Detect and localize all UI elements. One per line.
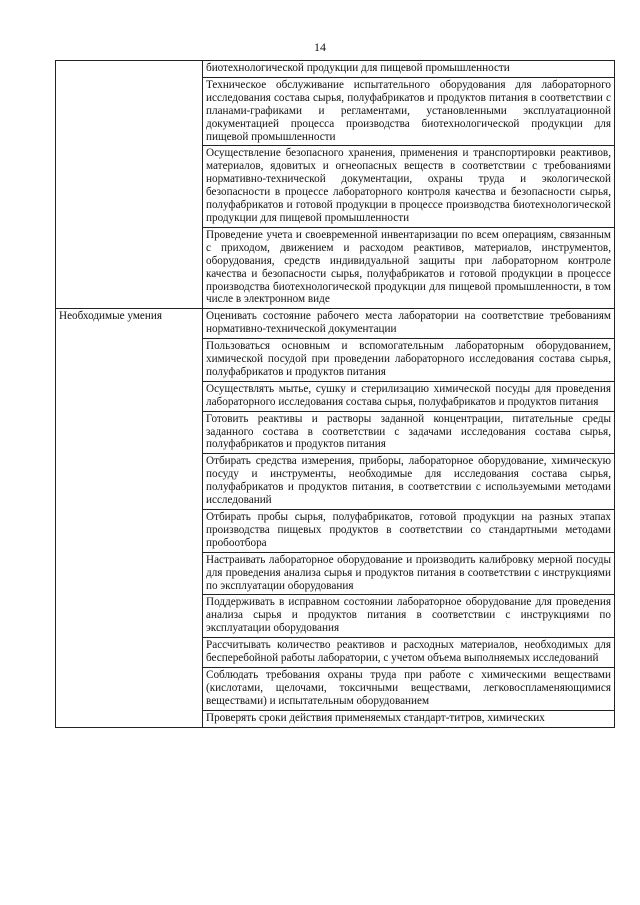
- table-cell: Оценивать состояние рабочего места лаборатории на соответствие требованиям нормативно-технической документации: [203, 309, 615, 339]
- table-cell: Соблюдать требования охраны труда при работе с химическими веществами (кислотами, щелочами, токсичными веществами, легковоспламеняющимися веществами) и испытательным оборудованием: [203, 667, 615, 710]
- table-cell: Техническое обслуживание испытательного оборудования для лабораторного исследования состава сырья, полуфабрикатов и продуктов питания в соответствии с планами-графиками и регламентами, установленными эксплуатационной документацией процесса производства биотехнологической продукции для пищевой промышленности: [203, 77, 615, 146]
- group-label-cell: [56, 61, 203, 309]
- group-label-cell: Необходимые умения: [56, 309, 203, 727]
- table-cell: Отбирать средства измерения, приборы, лабораторное оборудование, химическую посуду и инструменты, необходимые для исследования состава сырья, полуфабрикатов и продуктов питания, в соответствии с используемыми методами исследований: [203, 454, 615, 510]
- table-cell: Проверять сроки действия применяемых стандарт-титров, химических: [203, 710, 615, 727]
- table-row: [56, 61, 615, 78]
- table-cell: Поддерживать в исправном состоянии лабораторное оборудование для проведения анализа сырья и продуктов питания в соответствии с инструкциями по эксплуатации оборудования: [203, 595, 615, 638]
- table-row: [56, 309, 615, 339]
- table-cell: Пользоваться основным и вспомогательным лабораторным оборудованием, химической посудой при проведении лабораторного исследования состава сырья, полуфабрикатов и продуктов питания: [203, 339, 615, 382]
- table-cell: биотехнологической продукции для пищевой промышленности: [203, 61, 615, 78]
- page-number: 14: [314, 40, 326, 54]
- table-cell: Осуществлять мытье, сушку и стерилизацию химической посуды для проведения лабораторного исследования состава сырья, полуфабрикатов и продуктов питания: [203, 381, 615, 411]
- table-cell: Отбирать пробы сырья, полуфабрикатов, готовой продукции на разных этапах производства пищевых продуктов в соответствии со стандартными методами пробоотбора: [203, 510, 615, 553]
- requirements-table: [55, 60, 615, 728]
- table-cell: Проведение учета и своевременной инвентаризации по всем операциям, связанным с приходом, движением и расходом реактивов, материалов, инструментов, оборудования, средств индивидуальной защиты при лабораторном контроле качества и безопасности сырья, полуфабрикатов и готовой продукции в процессе производства биотехнологической продукции для пищевой промышленности, в том числе в электронном виде: [203, 227, 615, 308]
- table-cell: Готовить реактивы и растворы заданной концентрации, питательные среды заданного состава в соответствии с задачами исследования состава сырья, полуфабрикатов и продуктов питания: [203, 411, 615, 454]
- table-cell: Настраивать лабораторное оборудование и производить калибровку мерной посуды для проведения анализа сырья и продуктов питания в соответствии с инструкциями по эксплуатации оборудования: [203, 552, 615, 595]
- table-cell: Рассчитывать количество реактивов и расходных материалов, необходимых для бесперебойной работы лаборатории, с учетом объема выполняемых исследований: [203, 638, 615, 668]
- table-cell: Осуществление безопасного хранения, применения и транспортировки реактивов, материалов, ядовитых и огнеопасных веществ в соответствии с требованиями нормативно-технической документации, охраны труда и экологической безопасности в процессе лабораторного контроля качества и безопасности сырья, полуфабрикатов и готовой продукции в процессе производства биотехнологической продукции для пищевой промышленности: [203, 146, 615, 227]
